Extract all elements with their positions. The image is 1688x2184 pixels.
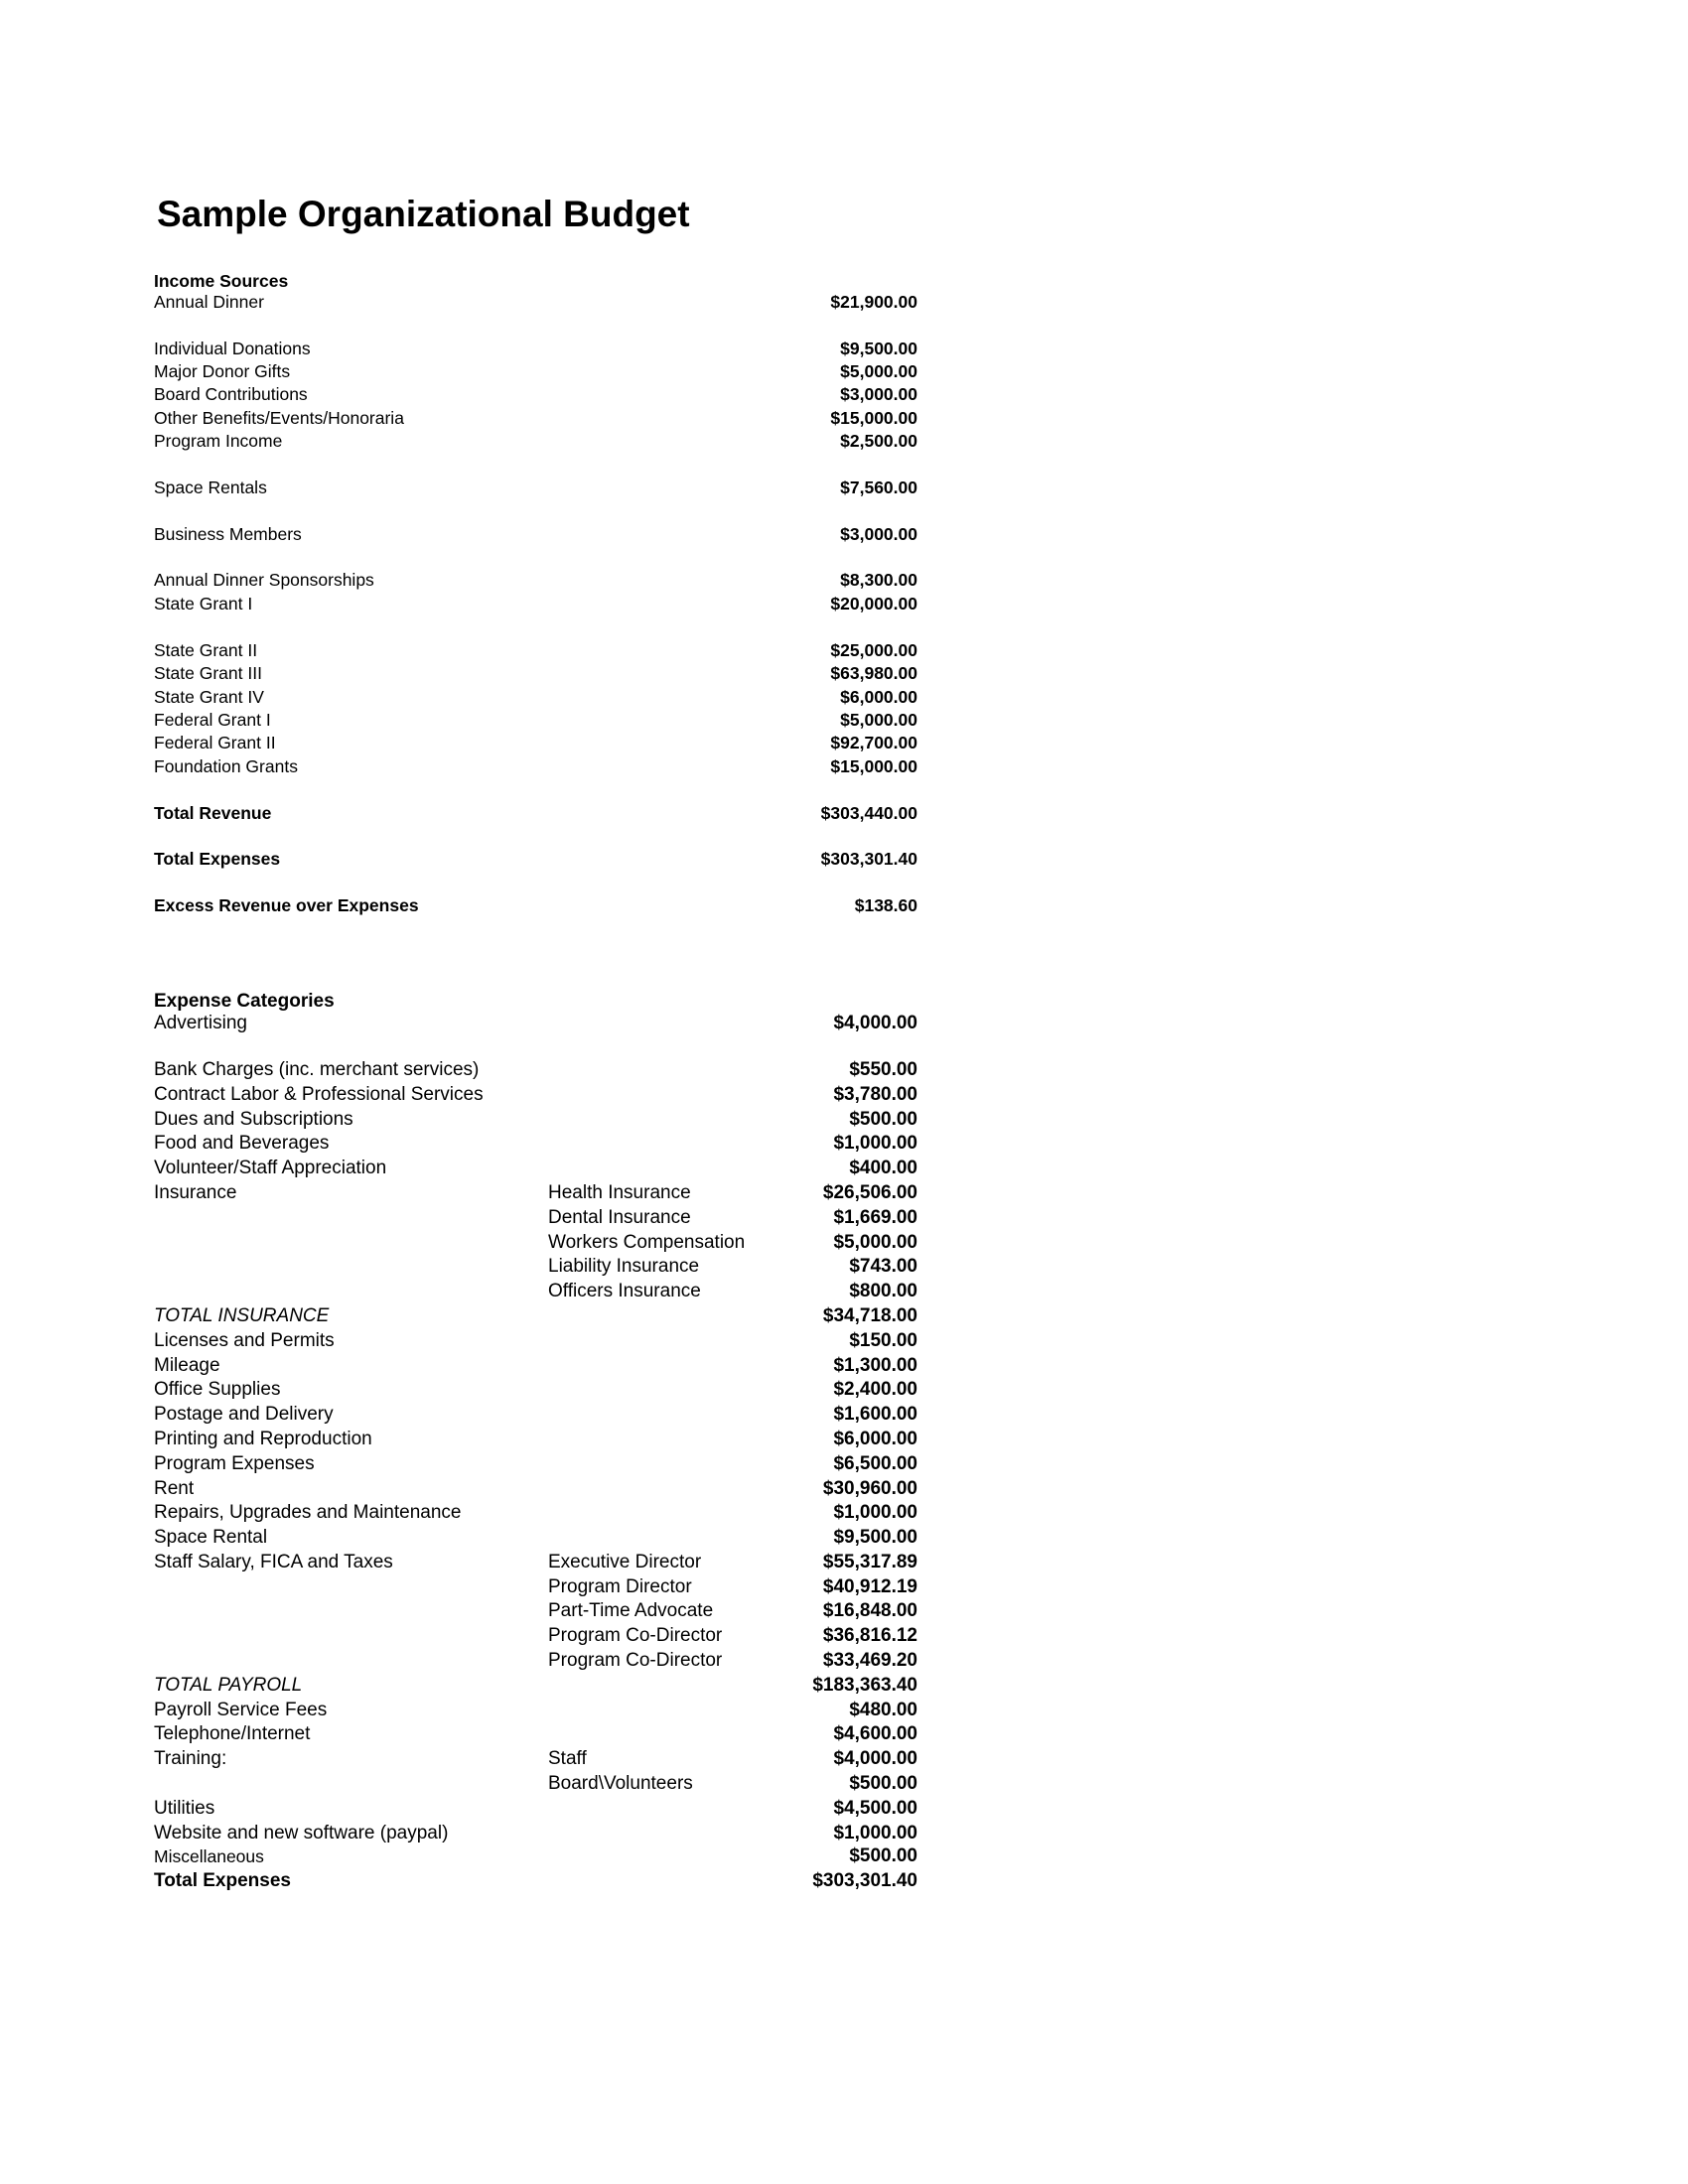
- income-label: Federal Grant II: [154, 733, 276, 752]
- income-amount: $8,300.00: [840, 570, 917, 590]
- expense-amount: $16,848.00: [822, 1600, 917, 1621]
- expense-sub-label: Board\Volunteers: [548, 1773, 693, 1794]
- expense-label: Dues and Subscriptions: [154, 1109, 353, 1130]
- income-label: Other Benefits/Events/Honoraria: [154, 408, 404, 428]
- expense-sub-label: Program Co-Director: [548, 1650, 723, 1671]
- income-amount: $15,000.00: [830, 756, 917, 776]
- expense-header: [0, 990, 1688, 1014]
- income-label: Individual Donations: [154, 339, 311, 358]
- expense-row: [0, 1772, 1688, 1796]
- income-amount: $2,500.00: [840, 431, 917, 451]
- expense-label: Advertising: [154, 1013, 247, 1033]
- expense-amount: $400.00: [849, 1158, 917, 1178]
- expense-row: [0, 1575, 1688, 1599]
- expense-row: [0, 1132, 1688, 1156]
- income-amount: $7,560.00: [840, 478, 917, 497]
- income-row: [0, 661, 1688, 685]
- income-row: [0, 708, 1688, 732]
- expense-sub-label: Health Insurance: [548, 1182, 691, 1203]
- expense-amount: $1,000.00: [833, 1133, 917, 1154]
- expense-label: Insurance: [154, 1182, 237, 1203]
- expense-sub-label: Program Co-Director: [548, 1625, 723, 1646]
- income-label: State Grant IV: [154, 687, 264, 707]
- expense-row: [0, 1699, 1688, 1722]
- expense-amount: $4,600.00: [833, 1723, 917, 1744]
- expense-label: Utilities: [154, 1798, 215, 1819]
- expense-amount: $500.00: [849, 1109, 917, 1130]
- expense-amount: $1,669.00: [833, 1207, 917, 1228]
- expense-sub-label: Dental Insurance: [548, 1207, 691, 1228]
- expense-label: Telephone/Internet: [154, 1723, 311, 1744]
- expense-row: [0, 1012, 1688, 1035]
- income-label: Annual Dinner Sponsorships: [154, 570, 374, 590]
- expense-row: [0, 1551, 1688, 1574]
- expense-label: Space Rental: [154, 1527, 268, 1548]
- expense-amount: $3,780.00: [833, 1084, 917, 1105]
- excess-revenue-amount: $138.60: [854, 895, 917, 915]
- expense-label: Miscellaneous: [154, 1846, 264, 1866]
- total-expenses-amount: $303,301.40: [812, 1870, 917, 1891]
- expense-amount: $40,912.19: [822, 1576, 917, 1597]
- expense-sub-label: Liability Insurance: [548, 1256, 700, 1277]
- income-row: [0, 337, 1688, 360]
- income-label: Business Members: [154, 524, 302, 544]
- expense-label: Staff Salary, FICA and Taxes: [154, 1552, 393, 1572]
- expense-row: [0, 1280, 1688, 1303]
- expense-label: Printing and Reproduction: [154, 1429, 372, 1449]
- expense-amount: $6,500.00: [833, 1453, 917, 1474]
- income-row: [0, 522, 1688, 546]
- expense-label: Bank Charges (inc. merchant services): [154, 1059, 480, 1080]
- income-label: Board Contributions: [154, 384, 308, 404]
- income-row: [0, 290, 1688, 314]
- expense-label: Food and Beverages: [154, 1133, 330, 1154]
- income-amount: $21,900.00: [830, 292, 917, 312]
- income-amount: $5,000.00: [840, 710, 917, 730]
- expense-row: [0, 1329, 1688, 1353]
- expense-amount: $26,506.00: [822, 1182, 917, 1203]
- total-expenses-summary-amount: $303,301.40: [820, 849, 917, 869]
- income-row: [0, 429, 1688, 453]
- expense-amount: $480.00: [849, 1700, 917, 1720]
- expense-amount: $800.00: [849, 1281, 917, 1301]
- expense-label: Postage and Delivery: [154, 1404, 334, 1425]
- expense-row: [0, 1181, 1688, 1205]
- expense-label: Training:: [154, 1748, 227, 1769]
- expense-amount: $500.00: [849, 1773, 917, 1794]
- excess-revenue-row: [0, 893, 1688, 917]
- expense-amount: $1,000.00: [833, 1502, 917, 1523]
- expense-label: TOTAL PAYROLL: [154, 1675, 303, 1696]
- expense-label: Office Supplies: [154, 1379, 281, 1400]
- income-row: [0, 406, 1688, 430]
- expense-amount: $34,718.00: [822, 1305, 917, 1326]
- expense-amount: $6,000.00: [833, 1429, 917, 1449]
- income-amount: $15,000.00: [830, 408, 917, 428]
- total-insurance-row: [0, 1304, 1688, 1328]
- expense-sub-label: Workers Compensation: [548, 1232, 746, 1253]
- expense-row: [0, 1526, 1688, 1550]
- expense-label: Website and new software (paypal): [154, 1823, 449, 1843]
- expense-amount: $9,500.00: [833, 1527, 917, 1548]
- income-amount: $6,000.00: [840, 687, 917, 707]
- expense-row: [0, 1624, 1688, 1648]
- expense-label: TOTAL INSURANCE: [154, 1305, 330, 1326]
- expense-amount: $5,000.00: [833, 1232, 917, 1253]
- total-revenue-row: [0, 801, 1688, 825]
- total-payroll-row: [0, 1674, 1688, 1698]
- expense-amount: $1,000.00: [833, 1823, 917, 1843]
- income-label: Space Rentals: [154, 478, 267, 497]
- expense-row: [0, 1403, 1688, 1427]
- income-row: [0, 754, 1688, 778]
- expense-amount: $150.00: [849, 1330, 917, 1351]
- income-row: [0, 638, 1688, 662]
- expense-row: [0, 1649, 1688, 1673]
- total-expenses-summary-label: Total Expenses: [154, 849, 281, 869]
- income-label: Federal Grant I: [154, 710, 271, 730]
- expense-label: Payroll Service Fees: [154, 1700, 328, 1720]
- income-label: State Grant I: [154, 594, 253, 614]
- expense-amount: $500.00: [849, 1845, 917, 1866]
- expense-amount: $1,300.00: [833, 1355, 917, 1376]
- expense-row: [0, 1452, 1688, 1476]
- expense-label: Licenses and Permits: [154, 1330, 335, 1351]
- expense-row: [0, 1231, 1688, 1255]
- total-expenses-label: Total Expenses: [154, 1870, 291, 1891]
- expense-amount: $183,363.40: [812, 1675, 917, 1696]
- page-title: Sample Organizational Budget: [157, 194, 690, 234]
- income-amount: $5,000.00: [840, 361, 917, 381]
- expense-row: [0, 1844, 1688, 1868]
- total-revenue-label: Total Revenue: [154, 803, 272, 823]
- expense-amount: $4,000.00: [833, 1748, 917, 1769]
- expense-row: [0, 1747, 1688, 1771]
- expense-row: [0, 1255, 1688, 1279]
- income-label: Major Donor Gifts: [154, 361, 291, 381]
- expense-row: [0, 1108, 1688, 1132]
- expense-amount: $1,600.00: [833, 1404, 917, 1425]
- income-row: [0, 382, 1688, 406]
- income-label: Annual Dinner: [154, 292, 264, 312]
- expense-row: [0, 1797, 1688, 1821]
- expense-label: Repairs, Upgrades and Maintenance: [154, 1502, 462, 1523]
- expense-sub-label: Officers Insurance: [548, 1281, 701, 1301]
- expense-row: [0, 1822, 1688, 1845]
- income-amount: $3,000.00: [840, 384, 917, 404]
- total-expenses-row: [0, 1869, 1688, 1893]
- expense-row: [0, 1722, 1688, 1746]
- expense-row: [0, 1477, 1688, 1501]
- expense-row: [0, 1378, 1688, 1402]
- expense-row: [0, 1501, 1688, 1525]
- expense-row: [0, 1157, 1688, 1180]
- income-label: Foundation Grants: [154, 756, 298, 776]
- income-row: [0, 359, 1688, 383]
- income-label: State Grant III: [154, 663, 262, 683]
- expense-amount: $4,500.00: [833, 1798, 917, 1819]
- expense-amount: $33,469.20: [822, 1650, 917, 1671]
- expense-label: Volunteer/Staff Appreciation: [154, 1158, 387, 1178]
- expense-sub-label: Staff: [548, 1748, 587, 1769]
- income-label: State Grant II: [154, 640, 258, 660]
- income-amount: $25,000.00: [830, 640, 917, 660]
- total-expenses-summary-row: [0, 847, 1688, 871]
- expense-row: [0, 1083, 1688, 1107]
- expense-label: Contract Labor & Professional Services: [154, 1084, 484, 1105]
- expense-amount: $4,000.00: [833, 1013, 917, 1033]
- income-amount: $3,000.00: [840, 524, 917, 544]
- income-row: [0, 476, 1688, 499]
- income-label: Program Income: [154, 431, 283, 451]
- income-amount: $63,980.00: [830, 663, 917, 683]
- expense-amount: $55,317.89: [822, 1552, 917, 1572]
- income-row: [0, 685, 1688, 709]
- expense-row: [0, 1354, 1688, 1378]
- expense-label: Program Expenses: [154, 1453, 315, 1474]
- income-row: [0, 592, 1688, 615]
- expense-sub-label: Program Director: [548, 1576, 692, 1597]
- expense-sub-label: Executive Director: [548, 1552, 702, 1572]
- expense-row: [0, 1206, 1688, 1230]
- expense-row: [0, 1599, 1688, 1623]
- income-row: [0, 731, 1688, 754]
- income-row: [0, 568, 1688, 592]
- income-amount: $92,700.00: [830, 733, 917, 752]
- expense-amount: $30,960.00: [822, 1478, 917, 1499]
- expense-amount: $743.00: [849, 1256, 917, 1277]
- income-amount: $9,500.00: [840, 339, 917, 358]
- excess-revenue-label: Excess Revenue over Expenses: [154, 895, 419, 915]
- income-amount: $20,000.00: [830, 594, 917, 614]
- expense-row: [0, 1428, 1688, 1451]
- expense-amount: $550.00: [849, 1059, 917, 1080]
- expense-label: Rent: [154, 1478, 195, 1499]
- total-revenue-amount: $303,440.00: [820, 803, 917, 823]
- expense-header-label: Expense Categories: [154, 991, 335, 1012]
- expense-amount: $36,816.12: [822, 1625, 917, 1646]
- expense-sub-label: Part-Time Advocate: [548, 1600, 714, 1621]
- expense-label: Mileage: [154, 1355, 220, 1376]
- expense-row: [0, 1058, 1688, 1082]
- income-header-label: Income Sources: [154, 271, 289, 291]
- expense-amount: $2,400.00: [833, 1379, 917, 1400]
